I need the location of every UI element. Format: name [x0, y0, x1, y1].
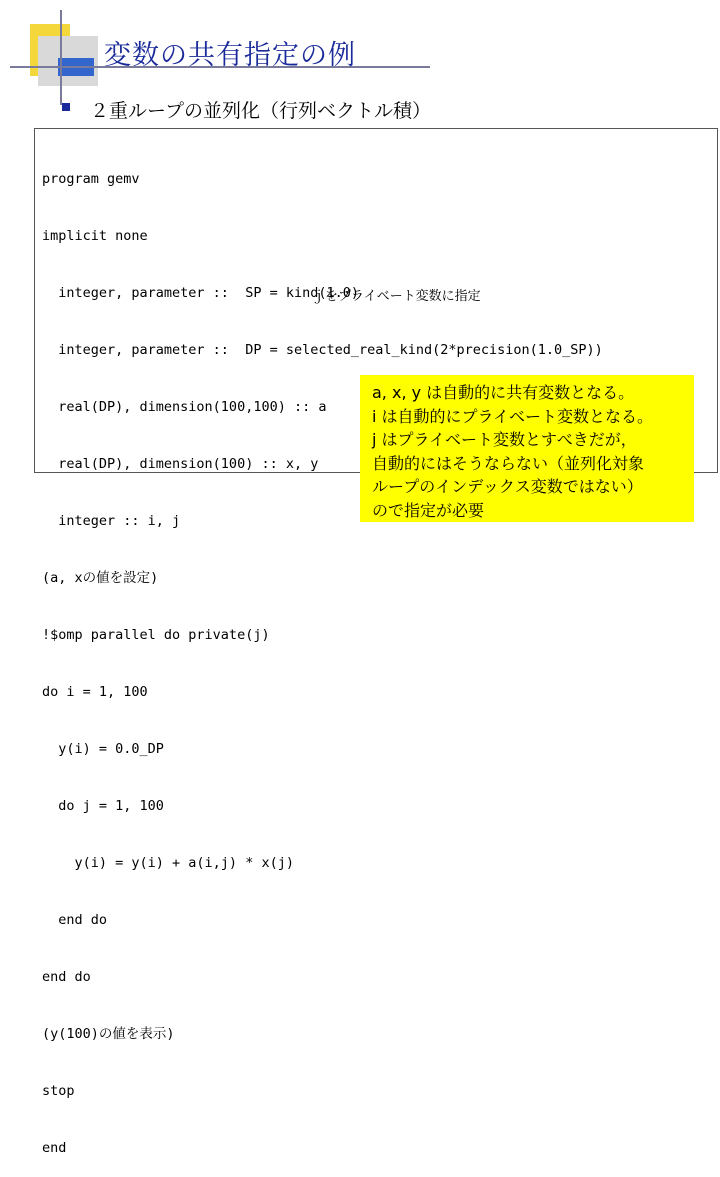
code-line: real(DP), dimension(100,100) :: a — [42, 399, 327, 415]
note-line: a, x, y は自動的に共有変数となる。 — [372, 383, 635, 402]
code-line: (a, xの値を設定) — [42, 570, 159, 586]
note-line: i は自動的にプライベート変数となる。 — [372, 406, 654, 426]
code-line: integer, parameter :: DP = selected_real_kind(2*precision(1.0_SP)) — [42, 342, 603, 358]
code-line: integer, parameter :: SP = kind(1.0) — [42, 285, 359, 301]
code-line: program gemv — [42, 171, 140, 187]
note-line: ので指定が必要 — [372, 500, 485, 520]
code-line: !$omp parallel do private(j) — [42, 627, 270, 643]
code-line: (y(100)の値を表示) — [42, 1026, 175, 1042]
code-annotation: ｊをプライベート変数に指定 — [312, 289, 481, 304]
bullet-icon — [62, 103, 70, 111]
code-line: y(i) = y(i) + a(i,j) * x(j) — [42, 855, 294, 871]
code-line: do j = 1, 100 — [42, 798, 164, 814]
explanation-note — [360, 375, 694, 522]
note-line: ループのインデックス変数ではない） — [372, 477, 643, 496]
code-line: integer :: i, j — [42, 513, 181, 529]
code-line: end — [42, 1140, 67, 1156]
code-line: stop — [42, 1083, 75, 1099]
note-line: j はプライベート変数とすべきだが， — [372, 430, 637, 449]
decor-vertical-line — [60, 10, 62, 105]
code-line: do i = 1, 100 — [42, 684, 148, 700]
slide-subtitle: ２重ループの並列化（行列ベクトル積） — [90, 100, 432, 122]
code-line: y(i) = 0.0_DP — [42, 741, 164, 757]
code-line: implicit none — [42, 228, 148, 244]
code-line: end do — [42, 912, 108, 928]
code-line: real(DP), dimension(100) :: x, y — [42, 456, 319, 472]
slide-title: 変数の共有指定の例 — [104, 40, 356, 71]
code-line: end do — [42, 969, 91, 985]
note-line: 自動的にはそうならない（並列化対象 — [372, 453, 645, 473]
